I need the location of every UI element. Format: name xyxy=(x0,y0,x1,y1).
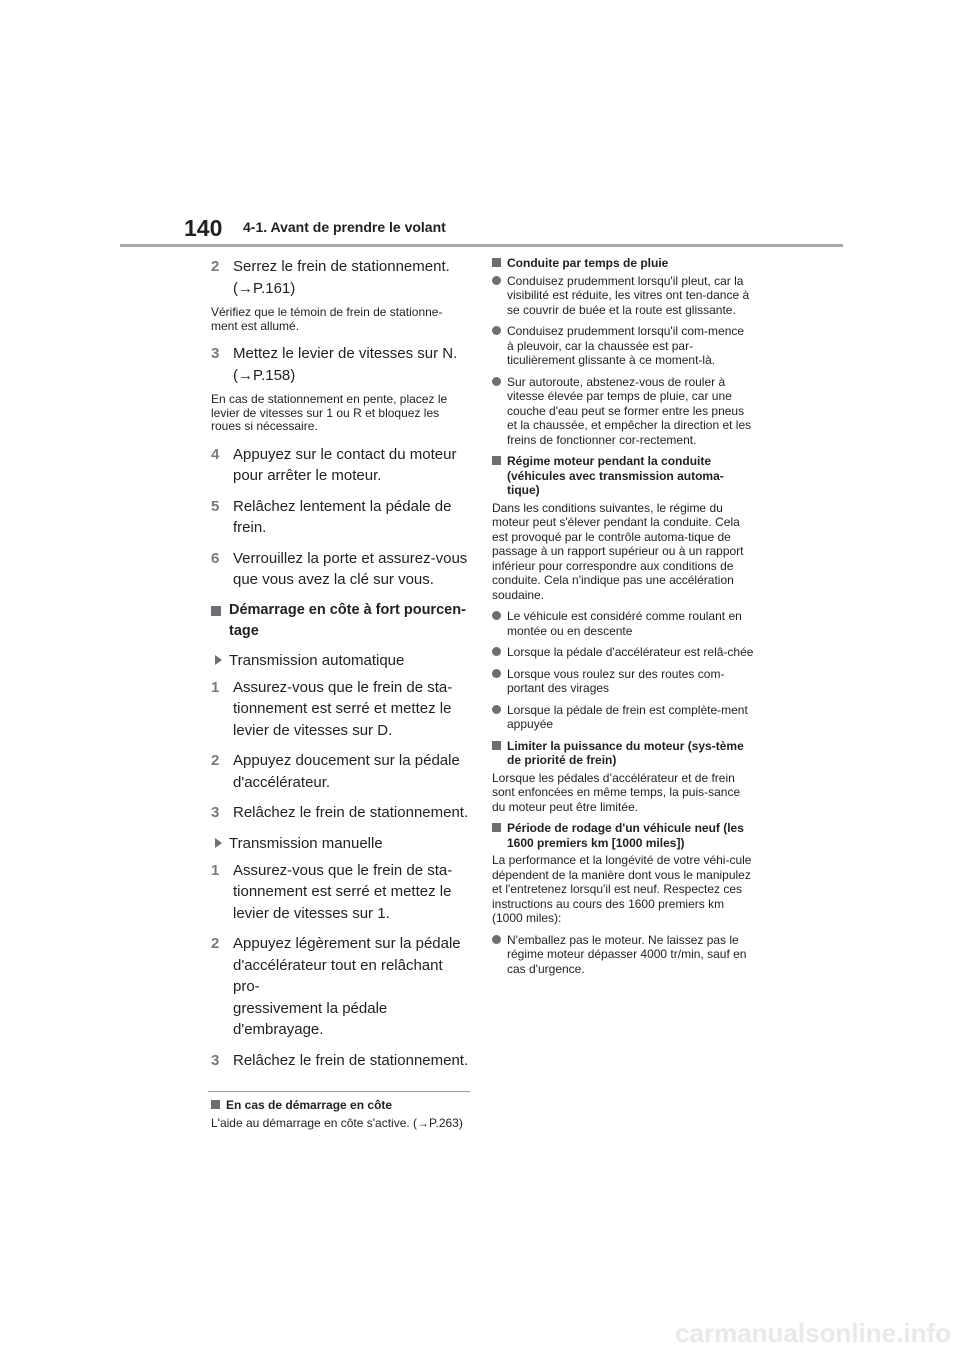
list-item xyxy=(492,667,754,696)
step-text: Relâchez lentement la pédale de xyxy=(233,497,452,515)
list-item-text: Conduisez prudemment lorsqu'il com-mence à pleuvoir, car la chaussée est par-ticulièrement glissante à ce moment-là. xyxy=(507,324,745,367)
list-item-text: Lorsque vous roulez sur des routes com-portant des virages xyxy=(507,666,725,695)
circle-bullet-icon xyxy=(492,669,501,678)
step-number: 3 xyxy=(211,1051,220,1069)
body-text: Lorsque les pédales d’accélérateur et de frein sont enfoncées en même temps, la puis-sance du moteur peut être limitée. xyxy=(492,770,741,814)
heading-text: Démarrage en côte à fort pourcen-tage xyxy=(229,601,466,639)
step-text: d'accélérateur. xyxy=(233,773,331,791)
step-text: gressivement la pédale xyxy=(233,999,388,1017)
subheading-manual xyxy=(211,833,469,854)
manual-step-2 xyxy=(211,933,469,1041)
step-number: 5 xyxy=(211,497,220,515)
step-number: 2 xyxy=(211,258,220,275)
step-text: Assurez-vous que le frein de sta- xyxy=(233,861,453,879)
list-item xyxy=(492,609,754,638)
subheading-text: Transmission automatique xyxy=(229,651,405,669)
heading-text: Conduite par temps de pluie xyxy=(507,256,669,270)
auto-step-1 xyxy=(211,677,469,742)
step-text: Appuyez doucement sur la pédale xyxy=(233,752,460,769)
step-text: frein. xyxy=(233,519,267,536)
square-bullet-icon xyxy=(492,456,501,465)
triangle-bullet-icon xyxy=(215,838,222,848)
auto-step-3 xyxy=(211,802,469,824)
list-item xyxy=(492,375,754,448)
small-heading-engine-speed xyxy=(492,454,754,498)
header-divider xyxy=(120,244,843,247)
circle-bullet-icon xyxy=(492,611,501,620)
list-item xyxy=(492,703,754,732)
body-text: L'aide au démarrage en côte s'active. (→P.263) xyxy=(211,1115,463,1130)
page-reference-link[interactable]: (→P.161) xyxy=(233,279,296,297)
list-item xyxy=(492,324,754,368)
step-5 xyxy=(211,496,469,539)
step-number: 3 xyxy=(211,345,220,362)
section-title: 4-1. Avant de prendre le volant xyxy=(243,219,446,235)
step-text: Appuyez sur le contact du moteur xyxy=(233,445,457,463)
step-text: d'embrayage. xyxy=(233,1021,324,1038)
manual-step-3 xyxy=(211,1050,469,1072)
square-bullet-icon xyxy=(492,741,501,750)
body-text: La performance et la longévité de votre véhi-cule dépendent de la manière dont vous le manipulez et l'entretenez lorsqu'il est neuf. Respectez ces instructions au cours des 1600 premiers km (1000 miles): xyxy=(492,853,752,925)
circle-bullet-icon xyxy=(492,377,501,386)
step-text: Relâchez le frein de stationnement. xyxy=(233,804,469,821)
step-text: levier de vitesses sur 1. xyxy=(233,904,390,922)
small-heading-power-limit xyxy=(492,739,754,768)
step-text: pour arrêter le moteur. xyxy=(233,467,382,484)
heading-text: Régime moteur pendant la conduite (véhicules avec transmission automa-tique) xyxy=(507,454,724,497)
step-2 xyxy=(211,256,469,299)
heading-text: Période de rodage d'un véhicule neuf (les 1600 premiers km [1000 miles]) xyxy=(507,821,744,850)
step-text: Relâchez le frein de stationnement. xyxy=(233,1051,469,1069)
small-heading-hill-start xyxy=(211,1098,469,1113)
page-number: 140 xyxy=(184,215,223,241)
heading-text: En cas de démarrage en côte xyxy=(226,1098,393,1112)
step-note: Vérifiez que le témoin de frein de stationne-ment est allumé. xyxy=(211,305,443,333)
subheading-automatic xyxy=(211,650,469,671)
step-number: 1 xyxy=(211,678,220,696)
right-column xyxy=(492,256,754,983)
step-text: Serrez le frein de stationnement. xyxy=(233,258,450,275)
watermark[interactable]: carmanualsonline.info xyxy=(675,1318,951,1348)
step-3 xyxy=(211,343,469,386)
heading-text: Limiter la puissance du moteur (sys-tème de priorité de frein) xyxy=(507,738,744,767)
step-text: Mettez le levier de vitesses sur N. xyxy=(233,345,458,362)
list-item-text: Lorsque la pédale de frein est complète-ment appuyée xyxy=(507,702,748,731)
manual-step-1 xyxy=(211,860,469,925)
step-text: d'accélérateur tout en relâchant pro- xyxy=(233,956,443,995)
square-bullet-icon xyxy=(492,823,501,832)
page-reference-link[interactable]: (→P.158) xyxy=(233,366,296,384)
list-item-text: Conduisez prudemment lorsqu'il pleut, car la visibilité est réduite, les vitres ont ten-dance à se couvrir de buée et la route est glissante. xyxy=(507,273,750,317)
step-number: 1 xyxy=(211,861,220,879)
subheading-text: Transmission manuelle xyxy=(229,834,383,852)
list-item-text: N'emballez pas le moteur. Ne laissez pas le régime moteur dépasser 4000 tr/min, sauf en cas d'urgence. xyxy=(507,932,747,976)
section-heading-hill-start xyxy=(211,600,469,642)
page-header xyxy=(0,0,960,250)
step-number: 2 xyxy=(211,752,220,769)
auto-step-2 xyxy=(211,750,469,793)
step-text: tionnement est serré et mettez le xyxy=(233,883,452,900)
list-item xyxy=(492,274,754,318)
list-item-text: Sur autoroute, abstenez-vous de rouler à vitesse élevée par temps de pluie, car une couche d'eau peut se former entre les pneus et la chaussée, et empêcher la direction et les freins de fonctionner cor-rectement. xyxy=(507,374,752,447)
step-number: 6 xyxy=(211,549,220,567)
circle-bullet-icon xyxy=(492,647,501,656)
square-bullet-icon xyxy=(211,1100,220,1109)
body-text: Dans les conditions suivantes, le régime du moteur peut s'élever pendant la conduite. Cela est provoqué par le contrôle automa-tique de passage à un rapport supérieur ou à un rapport inférieur pour correspondre aux conditions de conduite. Cela n'indique pas une accélération soudaine. xyxy=(492,500,744,602)
list-item xyxy=(492,645,754,660)
circle-bullet-icon xyxy=(492,276,501,285)
step-text: que vous avez la clé sur vous. xyxy=(233,571,434,588)
circle-bullet-icon xyxy=(492,935,501,944)
list-item-text: Lorsque la pédale d'accélérateur est relâ-chée xyxy=(507,645,754,659)
step-text: Verrouillez la porte et assurez-vous xyxy=(233,549,468,567)
step-text: Assurez-vous que le frein de sta- xyxy=(233,678,453,696)
step-number: 3 xyxy=(211,804,220,821)
step-6 xyxy=(211,548,469,591)
square-bullet-icon xyxy=(492,258,501,267)
small-heading-break-in xyxy=(492,821,754,850)
list-item-text: Le véhicule est considéré comme roulant en montée ou en descente xyxy=(507,609,742,638)
list-item xyxy=(492,933,754,977)
step-text: tionnement est serré et mettez le xyxy=(233,700,452,717)
step-note: En cas de stationnement en pente, placez le levier de vitesses sur 1 ou R et bloquez les roues si nécessaire. xyxy=(211,392,448,433)
small-heading-rain xyxy=(492,256,754,271)
step-text: levier de vitesses sur D. xyxy=(233,721,393,739)
triangle-bullet-icon xyxy=(215,655,222,665)
circle-bullet-icon xyxy=(492,326,501,335)
section-divider xyxy=(208,1091,470,1092)
step-number: 4 xyxy=(211,445,220,463)
square-bullet-icon xyxy=(211,606,221,616)
step-number: 2 xyxy=(211,935,220,952)
left-column xyxy=(211,256,469,1137)
step-text: Appuyez légèrement sur la pédale xyxy=(233,935,461,952)
circle-bullet-icon xyxy=(492,705,501,714)
step-4 xyxy=(211,444,469,487)
